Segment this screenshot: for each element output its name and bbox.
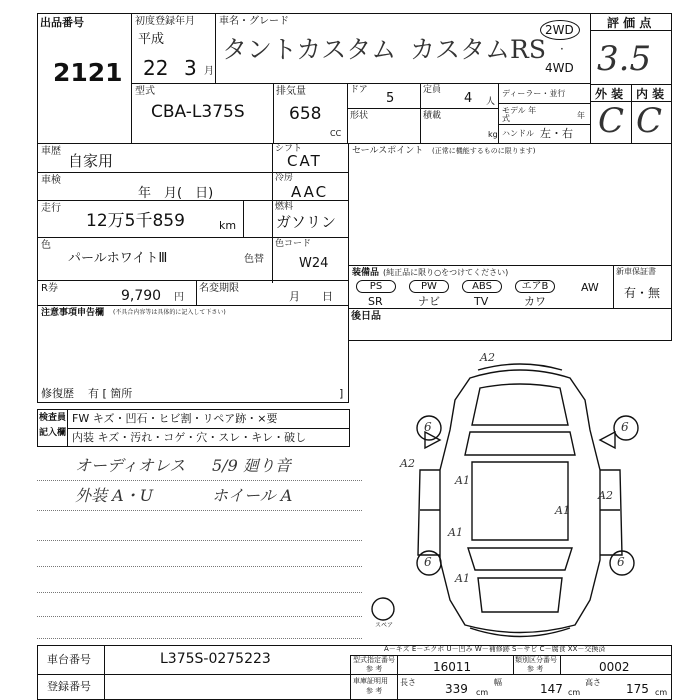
first-reg-year: 22 xyxy=(143,56,169,80)
equip-abs: ABS xyxy=(462,280,502,293)
mark-front-bumper: A2 xyxy=(480,351,495,364)
width-unit: cm xyxy=(568,688,581,697)
recycle-value: 9,790 xyxy=(121,288,162,304)
hand-note-audio: オーディオレス xyxy=(75,456,186,475)
ac-value: AAC xyxy=(291,183,329,201)
mark-right-door: A1 xyxy=(555,504,570,517)
exterior-grade: C xyxy=(598,101,625,141)
capacity-label: 定員 xyxy=(423,85,442,95)
drive-2wd: 2WD xyxy=(545,23,574,37)
inspector-line2: 内装 キズ・汚れ・コゲ・穴・スレ・キレ・破し xyxy=(72,431,307,444)
length-label: 長さ xyxy=(400,678,416,687)
mark-wheel-fl: 6 xyxy=(424,420,432,434)
inspector-label2: 記入欄 xyxy=(39,428,67,438)
load-unit: kg xyxy=(488,130,498,139)
shift-label: シフト xyxy=(275,144,303,154)
equip-sr: SR xyxy=(368,295,383,308)
hand-note-noise: 5/9 廻り音 xyxy=(212,456,291,475)
equip-navi: ナビ xyxy=(418,295,440,308)
warranty-value: 有・無 xyxy=(624,286,661,300)
handle-label: ハンドル xyxy=(502,129,534,138)
model-year-unit: 年 xyxy=(577,111,585,120)
capacity-unit: 人 xyxy=(486,97,496,107)
month-unit: 月 xyxy=(204,66,214,77)
category-ref: 参 考 xyxy=(527,665,544,673)
fuel-label: 燃料 xyxy=(275,202,294,212)
fuel-value: ガソリン xyxy=(276,213,337,231)
cert-ref: 参 考 xyxy=(366,687,383,695)
equip-ps: PS xyxy=(356,280,396,293)
recycle-label: R券 xyxy=(41,283,58,294)
mark-rear-quarter: A1 xyxy=(455,572,470,585)
mark-wheel-rr: 6 xyxy=(617,555,625,569)
hood xyxy=(472,384,568,425)
drive-4wd: 4WD xyxy=(545,61,574,75)
inspector-label1: 検査員 xyxy=(39,413,67,423)
warranty-label: 新車保証書 xyxy=(616,267,656,276)
repair-close: ] xyxy=(339,387,344,400)
mark-left-side: A2 xyxy=(400,457,415,470)
dealer-label: ディーラー・並行 xyxy=(502,89,566,98)
roof xyxy=(472,462,568,540)
equip-airbag: エアB xyxy=(515,280,555,293)
capacity-value: 4 xyxy=(464,91,473,106)
mileage-value: 12万5千859 xyxy=(86,211,185,231)
mileage-unit: km xyxy=(219,219,237,232)
score: 3.5 xyxy=(597,39,652,79)
length-value: 339 xyxy=(445,682,468,696)
mark-left-front-door: A1 xyxy=(455,474,470,487)
divider xyxy=(397,655,398,700)
windshield xyxy=(465,432,575,455)
name-change-label: 名変期限 xyxy=(199,283,239,294)
exterior-label: 外 装 xyxy=(595,87,624,101)
rear-window xyxy=(468,548,572,570)
history-value: 自家用 xyxy=(68,152,114,170)
divider xyxy=(350,655,672,656)
right-mirror xyxy=(600,432,615,448)
color-label: 色 xyxy=(41,240,51,251)
color-code-value: W24 xyxy=(299,256,329,271)
right-side xyxy=(600,470,622,555)
displacement-value: 658 xyxy=(289,104,322,124)
score-label: 評 価 点 xyxy=(607,16,652,30)
type-cert-value: 16011 xyxy=(433,660,472,674)
model-year-label: モデル 年式 xyxy=(502,106,537,123)
name-change-value: 月 日 xyxy=(289,290,333,303)
displacement-label: 排気量 xyxy=(276,86,306,97)
equip-pw: PW xyxy=(409,280,449,293)
category-label: 類別区分番号 xyxy=(515,656,557,664)
interior-label: 内 装 xyxy=(636,87,665,101)
equipment-label: 装備品 xyxy=(352,268,380,278)
color-code-label: 色コード xyxy=(275,239,312,249)
interior-grade: C xyxy=(636,101,663,141)
category-value: 0002 xyxy=(599,660,630,674)
shift-value: CAT xyxy=(287,152,322,170)
divider xyxy=(513,655,514,674)
width-value: 147 xyxy=(540,682,563,696)
lot-label: 出品番号 xyxy=(40,16,84,29)
selling-points-label: セールスポイント xyxy=(352,146,424,156)
hand-note-exterior: 外装 A・U xyxy=(75,486,154,505)
model-grade-label: 車名・グレード xyxy=(219,16,289,27)
type-cert-label: 型式指定番号 xyxy=(353,656,395,664)
grade: カスタムRS xyxy=(410,35,546,64)
cert-label: 車庫証明用 xyxy=(353,677,388,685)
type-cert-ref: 参 考 xyxy=(366,665,383,673)
width-label: 幅 xyxy=(494,678,502,687)
spare-tire xyxy=(372,598,394,620)
mark-right-side: A2 xyxy=(598,489,613,502)
shape-label: 形状 xyxy=(350,111,369,121)
front-bumper xyxy=(478,364,562,370)
divider xyxy=(350,655,351,700)
car-name: タントカスタム xyxy=(222,35,397,64)
tailgate xyxy=(478,578,562,612)
equip-tv: TV xyxy=(474,295,489,308)
lot-number: 2121 xyxy=(53,58,123,87)
divider xyxy=(560,655,561,674)
doors-value: 5 xyxy=(386,91,395,106)
divider xyxy=(104,645,105,700)
first-reg-month: 3 xyxy=(184,56,197,80)
damage-legend: A－キズ E－エクボ U－凹み W－補修跡 S－サビ C－腐食 XX－交換済 xyxy=(384,645,606,653)
notes-label: 注意事項申告欄 xyxy=(41,308,105,318)
type-value: CBA-L375S xyxy=(151,102,245,122)
inspection-label: 車検 xyxy=(41,175,61,186)
divider xyxy=(37,674,672,675)
spare-label: スペア xyxy=(375,622,394,629)
first-reg-label: 初度登録年月 xyxy=(135,16,195,27)
repair-label: 修復歴 xyxy=(41,387,74,400)
equip-aw: AW xyxy=(581,281,599,294)
era: 平成 xyxy=(138,32,165,47)
repair-value: 有 [ 箇所 xyxy=(88,387,133,400)
notes-sub: (不具合内容等は具体的に記入して下さい) xyxy=(113,309,226,316)
chassis-value: L375S-0275223 xyxy=(160,651,271,667)
inspection-value: 年 月( 日) xyxy=(138,186,214,201)
car-body-outline xyxy=(440,370,600,633)
mileage-label: 走行 xyxy=(41,203,61,214)
registration-label: 登録番号 xyxy=(47,680,91,693)
recycle-unit: 円 xyxy=(174,292,184,303)
height-unit: cm xyxy=(655,688,668,697)
mark-wheel-fr: 6 xyxy=(621,420,629,434)
length-unit: cm xyxy=(476,688,489,697)
after-entry-label: 後日品 xyxy=(351,311,381,322)
height-label: 高さ xyxy=(585,678,601,687)
color-value: パールホワイトⅢ xyxy=(68,251,168,266)
ac-label: 冷房 xyxy=(275,173,294,183)
equip-leather: カワ xyxy=(524,295,546,308)
handle-value: 左・右 xyxy=(540,127,573,140)
mark-left-rear-door: A1 xyxy=(448,526,463,539)
type-label: 型式 xyxy=(135,86,155,97)
color-change-label: 色替 xyxy=(244,254,264,265)
equipment-sub: (純正品に限り○をつけてください) xyxy=(383,268,509,277)
chassis-label: 車台番号 xyxy=(47,653,91,666)
inspector-line1: FW キズ・凹石・ヒビ割・リペア跡・×要 xyxy=(72,412,278,425)
mark-wheel-rl: 6 xyxy=(424,555,432,569)
doors-label: ドア xyxy=(350,85,368,95)
history-label: 車歴 xyxy=(41,146,61,157)
load-label: 積載 xyxy=(423,111,442,121)
selling-points-sub: (正常に機能するものに限ります) xyxy=(432,147,536,155)
hand-note-wheel: ホイール A xyxy=(212,486,293,505)
left-side xyxy=(418,470,440,555)
displacement-unit: CC xyxy=(330,129,342,138)
drive-dot: · xyxy=(560,42,564,56)
height-value: 175 xyxy=(626,682,649,696)
